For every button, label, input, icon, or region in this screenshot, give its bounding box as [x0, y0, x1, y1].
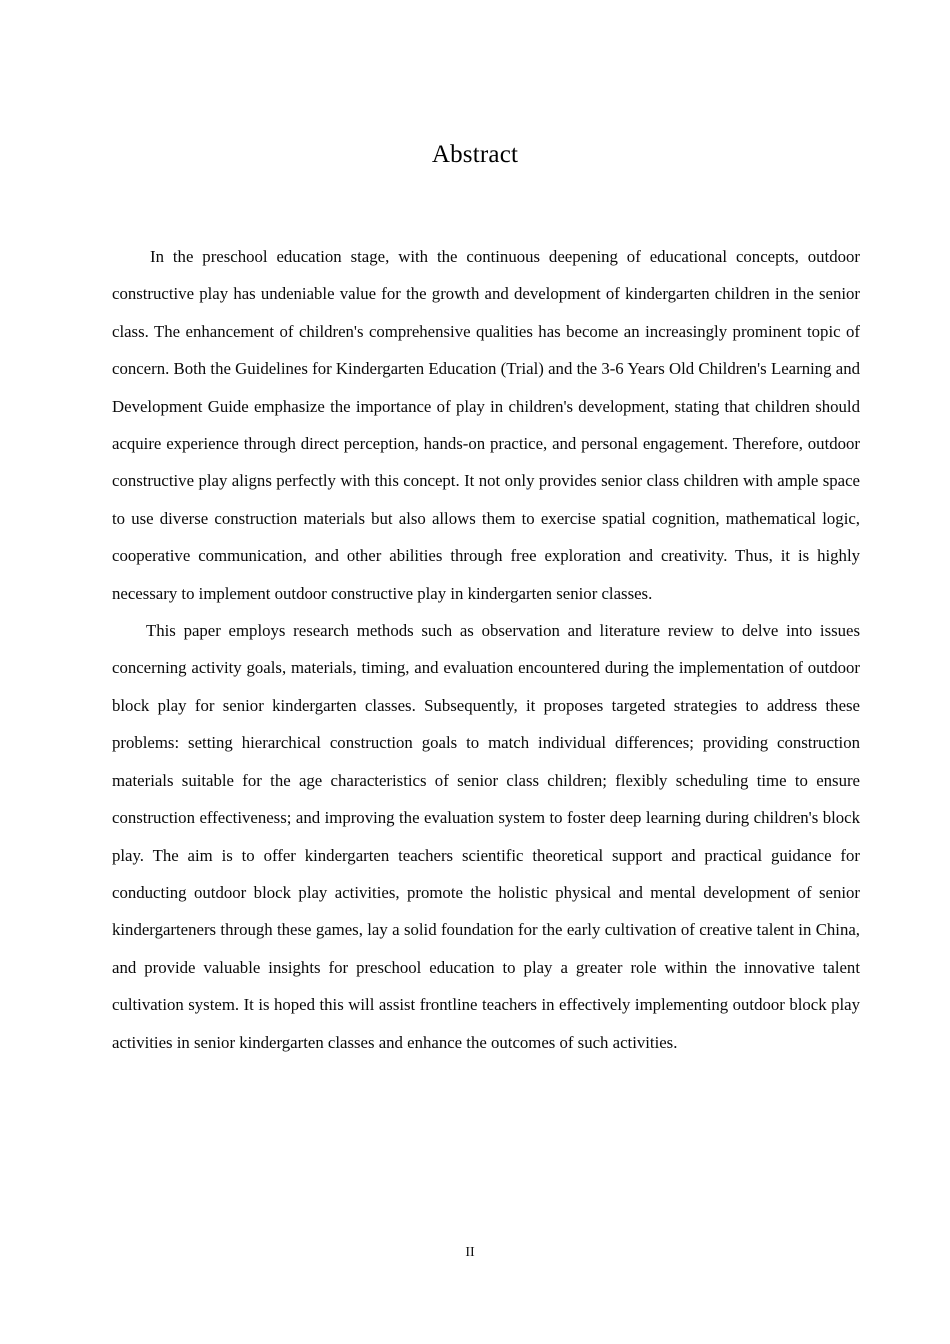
abstract-paragraph-1: In the preschool education stage, with the continuous deepening of educational concepts, outdoor constructive play has undeniable value for the growth and development of kindergarten children in the senior class. The enhancement of children's comprehensive qualities has become an increasingly prominent topic of concern. Both the Guidelines for Kindergarten Education (Trial) and the 3-6 Years Old Children's Learning and Development Guide emphasize the importance of play in children's development, stating that children should acquire experience through direct perception, hands-on practice, and personal engagement. Therefore, outdoor constructive play aligns perfectly with this concept. It not only provides senior class children with ample space to use diverse construction materials but also allows them to exercise spatial cognition, mathematical logic, cooperative communication, and other abilities through free exploration and creativity. Thus, it is highly necessary to implement outdoor constructive play in kindergarten senior classes.: [112, 247, 860, 603]
page-title: Abstract: [431, 140, 519, 168]
abstract-body: [112, 238, 860, 1061]
abstract-paragraph-2: This paper employs research methods such as observation and literature review to delve into issues concerning activity goals, materials, timing, and evaluation encountered during the implementation of outdoor block play for senior kindergarten classes. Subsequently, it proposes targeted strategies to address these problems: setting hierarchical construction goals to match individual differences; providing construction materials suitable for the age characteristics of senior class children; flexibly scheduling time to ensure construction effectiveness; and improving the evaluation system to foster deep learning during children's block play. The aim is to offer kindergarten teachers scientific theoretical support and practical guidance for conducting outdoor block play activities, promote the holistic physical and mental development of senior kindergarteners through these games, lay a solid foundation for the early cultivation of creative talent in China, and provide valuable insights for preschool education to play a greater role within the innovative talent cultivation system. It is hoped this will assist frontline teachers in effectively implementing outdoor block play activities in senior kindergarten classes and enhance the outcomes of such activities.: [112, 621, 860, 1052]
page-number: II: [465, 1245, 475, 1260]
